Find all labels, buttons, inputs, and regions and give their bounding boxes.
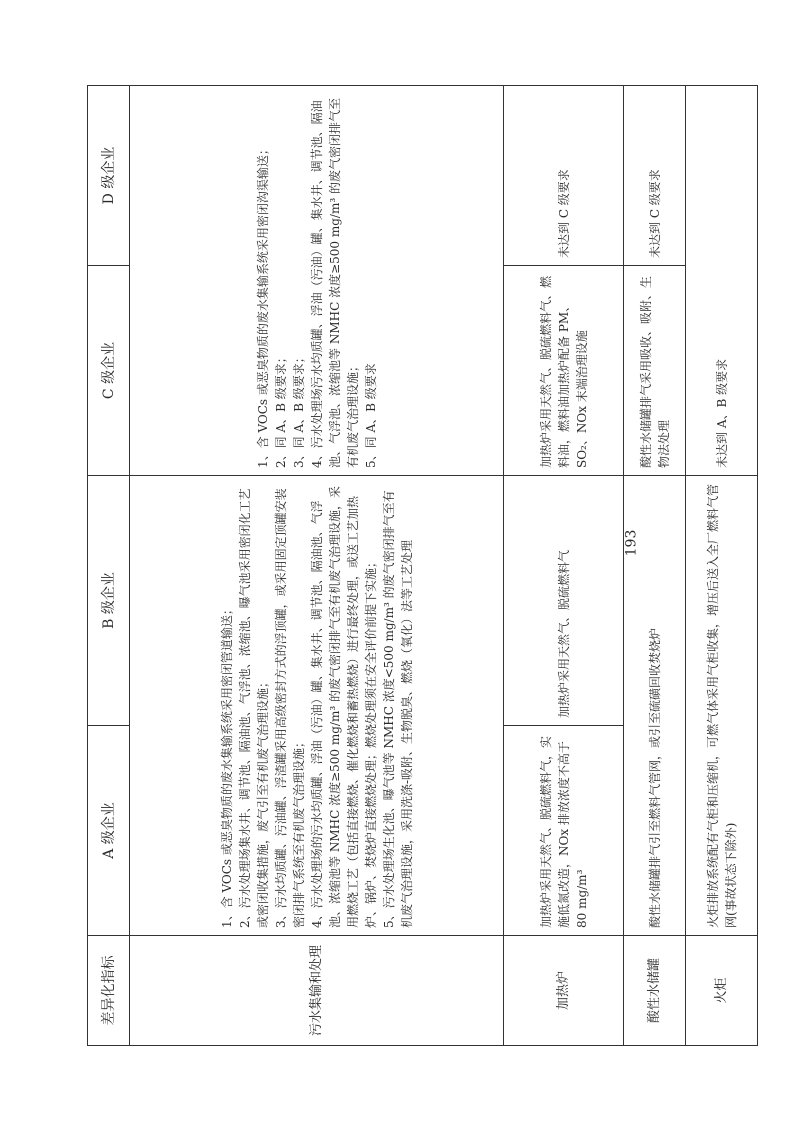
cell-wastewater-ab (130, 476, 504, 936)
page-number: 193 (623, 529, 640, 557)
header-grade-c: C 级企业 (88, 266, 130, 476)
header-indicator: 差异化指标 (88, 936, 130, 1046)
list-item: 3、污水均质罐、污油罐、浮渣罐采用高级密封方式的浮顶罐，或采用固定顶罐安装密闭排气系统至有机废气治理设施； (273, 488, 306, 928)
list-item: 4、污水处理场污水均质罐、浮油（污油）罐、集水井、调节池、隔油池、气浮池、浓缩池等 NMHC 浓度≥500 mg/m³ 的废气密闭排气至有机废气治理设施； (309, 98, 360, 468)
header-grade-a: A 级企业 (88, 726, 130, 936)
row-name-wastewater: 污水集输和处理 (130, 936, 504, 1046)
cell-acid-tank-c: 酸性水储罐排气采用吸收、吸附、生物法处理 (624, 266, 686, 476)
row-name-flare: 火炬 (686, 936, 758, 1046)
list-item: 3、同 A、B 级要求； (291, 351, 306, 468)
row-name-acid-tank: 酸性水储罐 (624, 936, 686, 1046)
list-item: 1、含 VOCs 或恶臭物质的废水集输系统采用密闭管道输送； (219, 603, 234, 928)
table-row (624, 86, 686, 1046)
table-row (504, 86, 624, 1046)
cell-wastewater-cd (130, 86, 504, 476)
table-row (130, 86, 504, 1046)
table-row (686, 86, 758, 1046)
list-item: 4、污水处理场的污水均质罐、浮油（污油）罐、集水井、调节池、隔油池、气浮池、浓缩池等 NMHC 浓度≥500 mg/m³ 的废气密闭排气至有机废气治理设施，采用燃烧工艺（包括直接燃烧、催化燃烧和蓄热燃烧）进行最终处理，或送工艺加热炉、锅炉、焚烧炉直接燃烧处理；燃烧处理须在安全评价前提下实施； (309, 486, 378, 928)
cell-heater-a: 加热炉采用天然气、脱硫燃料气，实施低氮改造，NOx 排放浓度不高于 80 mg/m³ (504, 726, 624, 936)
cell-heater-c: 加热炉采用天然气、脱硫燃料气、燃料油，燃料油加热炉配备 PM、SO₂、NOx 末端治理设施 (504, 266, 624, 476)
header-grade-b: B 级企业 (88, 476, 130, 726)
row-name-heater: 加热炉 (504, 936, 624, 1046)
list-item: 2、同 A、B 级要求； (273, 351, 288, 468)
cell-acid-tank-d: 未达到 C 级要求 (624, 86, 686, 266)
cell-flare-ab: 火炬排放系统配有气柜和压缩机，可燃气体采用气柜收集，增压后送入全厂燃料气管网(事故状态下除外) (686, 476, 758, 936)
list-item: 5、污水处理场生化池、曝气池等 NMHC 浓度<500 mg/m³ 的废气密闭排气至有机废气治理设施，采用洗涤-吸附、生物脱臭、燃烧（氧化）法等工艺处理 (381, 490, 414, 928)
cell-heater-d: 未达到 C 级要求 (504, 86, 624, 266)
list-item: 2、污水处理场集水井、调节池、隔油池、气浮池、浓缩池、曝气池采用密闭化工艺或密闭收集措施，废气引至有机废气治理设施； (237, 488, 270, 928)
table-header-row (88, 86, 130, 1046)
rotated-table-container (87, 86, 757, 1046)
cell-flare-cd: 未达到 A、B 级要求 (686, 86, 758, 476)
list-item: 5、同 A、B 级要求 (363, 363, 378, 468)
differentiation-table (87, 85, 758, 1046)
cell-acid-tank-ab: 酸性水储罐排气引至燃料气管网，或引至硫磺回收焚烧炉 (624, 476, 686, 936)
cell-heater-b: 加热炉采用天然气、脱硫燃料气 (504, 476, 624, 726)
list-item: 1、含 VOCs 或恶臭物质的废水集输系统采用密闭沟渠输送； (255, 143, 270, 468)
header-grade-d: D 级企业 (88, 86, 130, 266)
